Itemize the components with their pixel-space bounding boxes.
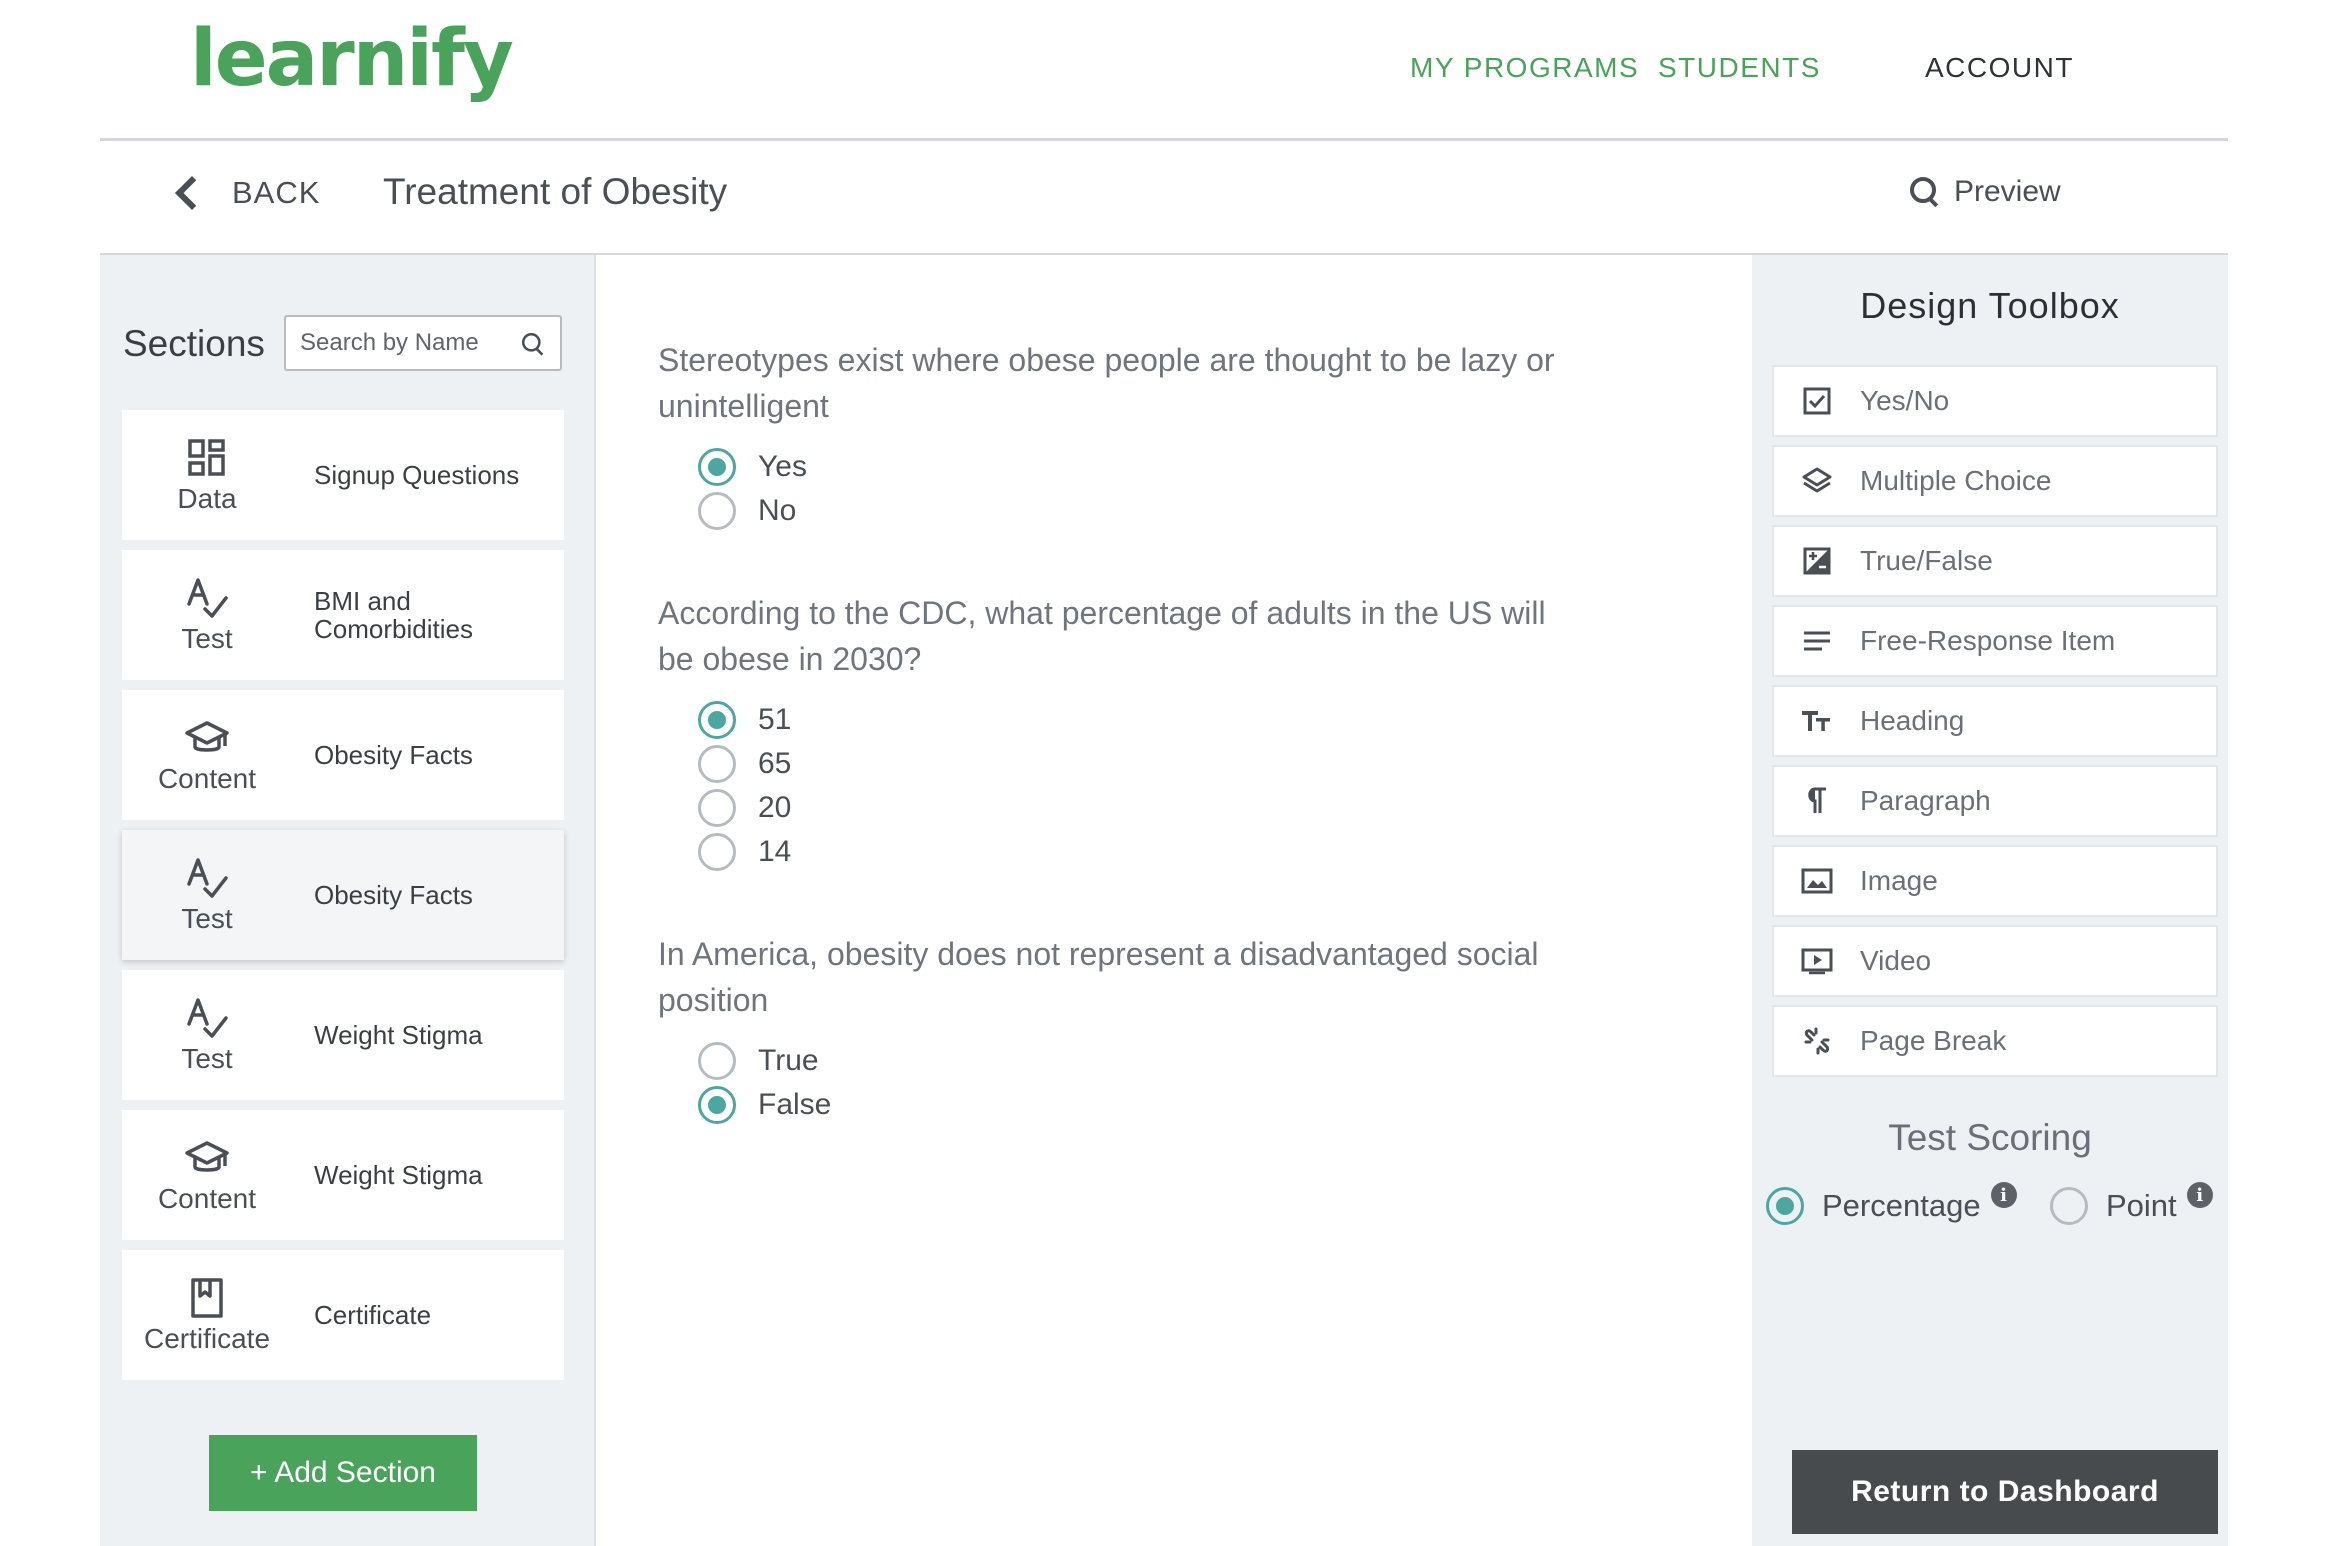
section-card-weight-stigma-test[interactable] <box>122 970 564 1100</box>
text-size-icon <box>1774 685 1860 757</box>
add-section-button[interactable]: + Add Section <box>209 1435 477 1511</box>
program-header <box>100 141 2228 255</box>
tool-label: Heading <box>1860 705 1965 736</box>
tool-yes-no[interactable] <box>1772 365 2218 437</box>
section-name: Obesity Facts <box>314 880 473 910</box>
sections-title: Sections <box>123 323 265 364</box>
option-51[interactable] <box>698 698 1558 742</box>
tool-image[interactable] <box>1772 845 2218 917</box>
section-name: Obesity Facts <box>314 740 473 770</box>
section-type: Content <box>157 1183 257 1214</box>
question-text: In America, obesity does not represent a disadvantaged social position <box>658 936 1539 1018</box>
spellcheck-icon <box>185 575 229 621</box>
plus-minus-icon <box>1774 525 1860 597</box>
test-scoring-title: Test Scoring <box>1888 1117 2092 1158</box>
answer-options <box>698 698 1558 874</box>
option-20[interactable] <box>698 786 1558 830</box>
section-type: Test <box>181 623 233 654</box>
pilcrow-icon <box>1774 765 1860 837</box>
graduation-cap-icon <box>184 1135 230 1181</box>
layers-icon <box>1774 445 1860 517</box>
broken-link-icon <box>1774 1005 1860 1077</box>
preview-label: Preview <box>1954 175 2061 208</box>
graduation-cap-icon <box>184 715 230 761</box>
tool-label: Paragraph <box>1860 785 1991 816</box>
scoring-point-option[interactable] <box>2050 1184 2213 1225</box>
radio-button[interactable] <box>698 789 736 827</box>
radio-button-selected[interactable] <box>1766 1187 1804 1225</box>
return-to-dashboard-button[interactable]: Return to Dashboard <box>1792 1450 2218 1534</box>
option-label: False <box>758 1088 832 1121</box>
top-navbar <box>100 0 2228 141</box>
tool-video[interactable] <box>1772 925 2218 997</box>
radio-button[interactable] <box>698 492 736 530</box>
sections-panel <box>100 255 596 1546</box>
video-icon <box>1774 925 1860 997</box>
answer-options <box>698 1039 1558 1127</box>
search-icon <box>1910 177 1940 207</box>
tool-multiple-choice[interactable] <box>1772 445 2218 517</box>
tool-free-response-item[interactable] <box>1772 605 2218 677</box>
option-65[interactable] <box>698 742 1558 786</box>
tool-label: Video <box>1860 945 1932 976</box>
section-type: Test <box>181 903 233 934</box>
chevron-left-icon <box>175 176 209 210</box>
tool-paragraph[interactable] <box>1772 765 2218 837</box>
tool-label: Yes/No <box>1860 385 1950 416</box>
nav-account[interactable]: ACCOUNT <box>1925 52 2074 83</box>
section-name: Weight Stigma <box>314 1160 483 1190</box>
answer-options <box>698 445 1558 533</box>
test-editor-canvas <box>598 255 1752 1546</box>
radio-button[interactable] <box>2050 1187 2088 1225</box>
option-label: 20 <box>758 791 792 824</box>
question-true-false[interactable] <box>658 931 1558 1127</box>
spellcheck-icon <box>185 995 229 1041</box>
section-card-bmi-comorbidities[interactable] <box>122 550 564 680</box>
section-name: BMI and Comorbidities <box>314 586 473 644</box>
option-label: Percentage <box>1822 1188 1981 1223</box>
question-multiple-choice[interactable] <box>658 590 1558 874</box>
section-type: Certificate <box>143 1323 271 1354</box>
info-icon[interactable]: i <box>1991 1182 2017 1208</box>
radio-button[interactable] <box>698 1042 736 1080</box>
tool-true-false[interactable] <box>1772 525 2218 597</box>
section-type: Test <box>181 1043 233 1074</box>
dashboard-icon <box>187 435 227 481</box>
tool-label: Free-Response Item <box>1860 625 2116 656</box>
question-text: According to the CDC, what percentage of adults in the US will be obese in 2030? <box>658 595 1546 677</box>
option-false[interactable] <box>698 1083 1558 1127</box>
radio-button-selected[interactable] <box>698 701 736 739</box>
tool-label: Image <box>1860 865 1938 896</box>
search-icon[interactable] <box>522 333 544 355</box>
section-name: Signup Questions <box>314 460 520 490</box>
preview-button[interactable] <box>1910 175 2061 209</box>
nav-students[interactable]: STUDENTS <box>1658 52 1821 83</box>
back-label: BACK <box>232 175 321 210</box>
radio-button-selected[interactable] <box>698 448 736 486</box>
toolbox-title: Design Toolbox <box>1860 285 2120 326</box>
option-label: 14 <box>758 835 792 868</box>
page-title: Treatment of Obesity <box>383 171 728 212</box>
section-search <box>284 315 562 371</box>
search-input[interactable] <box>300 317 520 369</box>
back-button[interactable] <box>170 175 320 211</box>
option-label: 51 <box>758 703 792 736</box>
section-card-obesity-facts-content[interactable] <box>122 690 564 820</box>
radio-button[interactable] <box>698 833 736 871</box>
section-card-weight-stigma-content[interactable] <box>122 1110 564 1240</box>
question-yes-no[interactable] <box>658 337 1558 533</box>
image-icon <box>1774 845 1860 917</box>
info-icon[interactable]: i <box>2187 1182 2213 1208</box>
option-yes[interactable] <box>698 445 1558 489</box>
option-label: No <box>758 494 797 527</box>
section-type: Content <box>157 763 257 794</box>
section-card-signup-questions[interactable] <box>122 410 564 540</box>
lines-icon <box>1774 605 1860 677</box>
radio-button[interactable] <box>698 745 736 783</box>
nav-my-programs[interactable]: MY PROGRAMS <box>1410 52 1640 83</box>
question-text: Stereotypes exist where obese people are thought to be lazy or unintelligent <box>658 342 1555 424</box>
section-card-obesity-facts-test[interactable] <box>122 830 564 960</box>
scoring-percentage-option[interactable] <box>1766 1184 2017 1225</box>
section-card-certificate[interactable] <box>122 1250 564 1380</box>
option-label: 65 <box>758 747 792 780</box>
section-type: Data <box>177 483 237 514</box>
option-label: True <box>758 1044 819 1077</box>
option-no[interactable] <box>698 489 1558 533</box>
bookmark-icon <box>189 1275 225 1321</box>
option-14[interactable] <box>698 830 1558 874</box>
section-name: Certificate <box>314 1300 432 1330</box>
tool-label: True/False <box>1860 545 1993 576</box>
spellcheck-icon <box>185 855 229 901</box>
option-label: Point <box>2106 1188 2177 1223</box>
tool-heading[interactable] <box>1772 685 2218 757</box>
tool-label: Page Break <box>1860 1025 2007 1056</box>
option-true[interactable] <box>698 1039 1558 1083</box>
tool-label: Multiple Choice <box>1860 465 2052 496</box>
tool-page-break[interactable] <box>1772 1005 2218 1077</box>
option-label: Yes <box>758 450 807 483</box>
learnify-logo[interactable]: learnify <box>190 14 512 104</box>
radio-button-selected[interactable] <box>698 1086 736 1124</box>
design-toolbox-panel <box>1752 255 2228 1546</box>
checkbox-icon <box>1774 365 1860 437</box>
section-name: Weight Stigma <box>314 1020 483 1050</box>
